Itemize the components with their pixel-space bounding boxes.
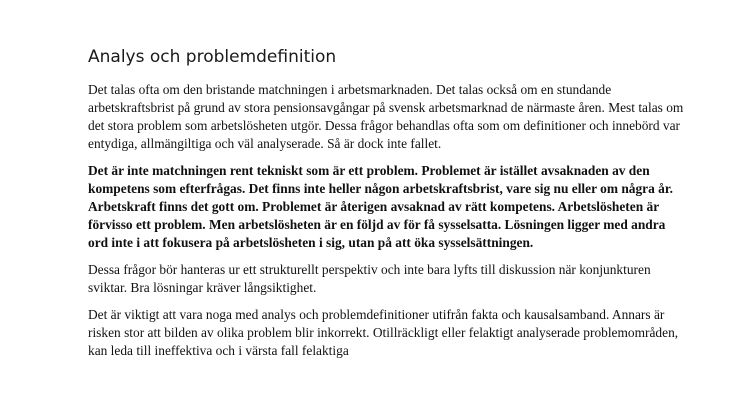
paragraph-4: Det är viktigt att vara noga med analys och problemdefinitioner utifrån fakta och kausalsamband. Annars är risken stor att bilden av olika problem blir inkorrekt. Otillräckligt eller felaktigt analyserade problemområden, kan leda till ineffektiva och i värsta fall felaktiga [88, 307, 679, 358]
document-page [88, 44, 688, 369]
section-heading: Analys och problemdefinition [88, 47, 337, 67]
paragraph-1: Det talas ofta om den bristande matchningen i arbetsmarknaden. Det talas också om en stundande arbetskraftsbrist på grund av stora pensionsavgångar på svensk arbetsmarknad de närmaste åren. Mest talas om det stora problem som arbetslösheten utgör. Dessa frågor behandlas ofta som om definitioner och innebörd var entydiga, allmängiltiga och väl analyserade. Så är dock inte fallet. [88, 82, 684, 151]
paragraph-3: Dessa frågor bör hanteras ur ett strukturellt perspektiv och inte bara lyfts till diskussion när konjunkturen sviktar. Bra lösningar kräver långsiktighet. [88, 262, 651, 295]
paragraph-2-bold: Det är inte matchningen rent tekniskt som är ett problem. Problemet är istället avsaknaden av den kompetens som efterfrågas. Det finns inte heller någon arbetskraftsbrist, vare sig nu eller om några år. Arbetskraft finns det gott om. Problemet är återigen avsaknad av rätt kompetens. Arbetslösheten är förvisso ett problem. Men arbetslösheten är en följd av för få sysselsatta. Lösningen ligger med andra ord inte i att fokusera på arbetslösheten i sig, utan på att öka sysselsättningen. [88, 163, 673, 250]
